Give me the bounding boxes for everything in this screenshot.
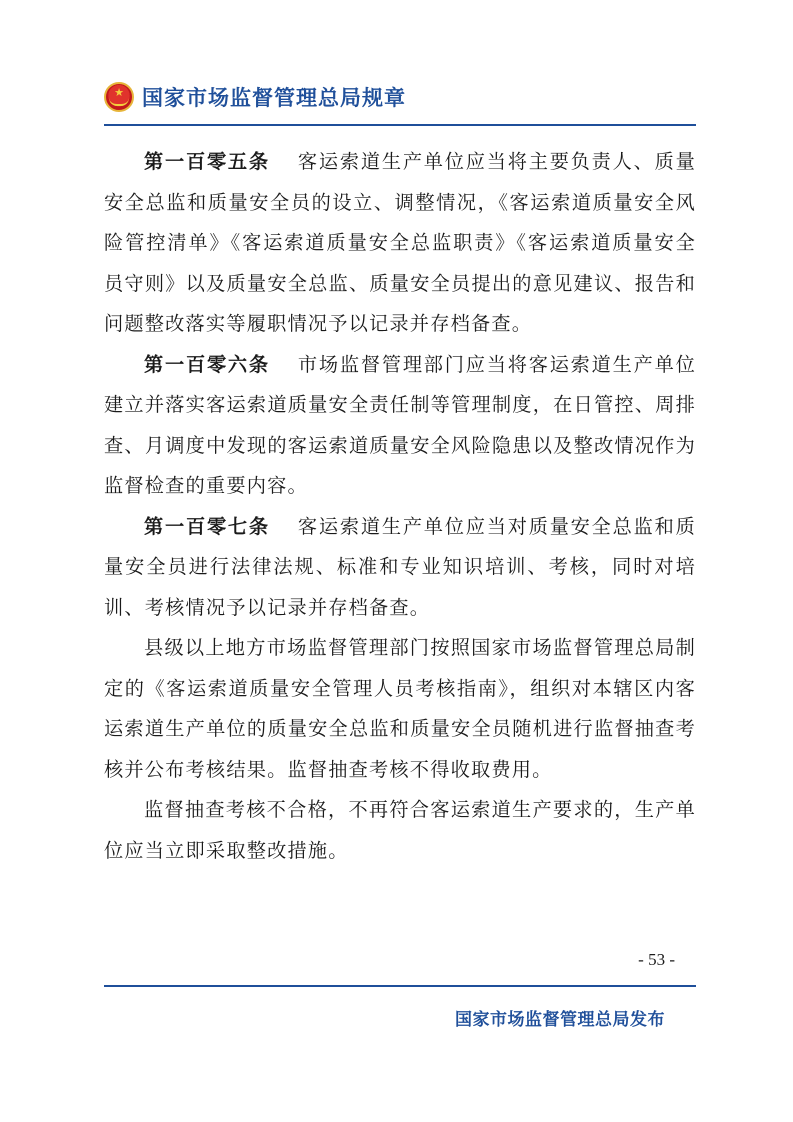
article-number: 第一百零七条	[144, 514, 270, 538]
article-107	[104, 507, 696, 629]
footer-divider	[104, 985, 696, 987]
article-text: 客运索道生产单位应当对质量安全总监和质量安全员进行法律法规、标准和专业知识培训、考核，同时对培训、考核情况予以记录并存档备查。	[104, 514, 696, 619]
body-paragraph: 监督抽查考核不合格，不再符合客运索道生产要求的，生产单位应当立即采取整改措施。	[104, 798, 696, 862]
header-title: 国家市场监督管理总局规章	[142, 86, 406, 110]
document-body	[104, 142, 696, 871]
footer-publisher: 国家市场监督管理总局发布	[455, 1010, 665, 1030]
article-text: 客运索道生产单位应当将主要负责人、质量安全总监和质量安全员的设立、调整情况，《客运索道质量安全风险管控清单》《客运索道质量安全总监职责》《客运索道质量安全员守则》以及质量安全总监、质量安全员提出的意见建议、报告和问题整改落实等履职情况予以记录并存档备查。	[104, 150, 696, 335]
national-emblem-icon: ★	[104, 82, 134, 112]
page-header	[104, 82, 406, 112]
article-text: 市场监督管理部门应当将客运索道生产单位建立并落实客运索道质量安全责任制等管理制度，在日管控、周排查、月调度中发现的客运索道质量安全风险隐患以及整改情况作为监督检查的重要内容。	[104, 352, 696, 497]
header-divider	[104, 124, 696, 126]
article-number: 第一百零六条	[144, 352, 270, 376]
article-105	[104, 142, 696, 345]
article-106	[104, 345, 696, 507]
page-number: - 53 -	[638, 950, 675, 969]
body-paragraph: 县级以上地方市场监督管理部门按照国家市场监督管理总局制定的《客运索道质量安全管理人员考核指南》，组织对本辖区内客运索道生产单位的质量安全总监和质量安全员随机进行监督抽查考核并公布考核结果。监督抽查考核不得收取费用。	[104, 636, 696, 781]
article-number: 第一百零五条	[144, 150, 270, 173]
